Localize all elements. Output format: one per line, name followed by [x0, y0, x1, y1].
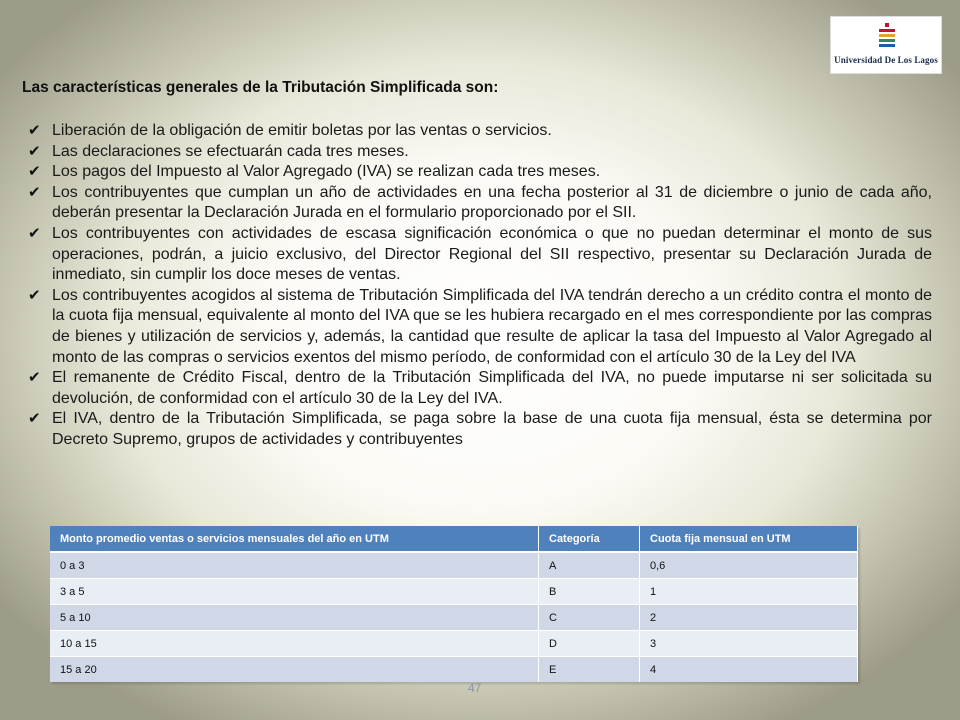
cell-amount: 3 a 5	[50, 579, 539, 605]
list-item-text: Los contribuyentes con actividades de escasa significación económica o que no puedan determinar el monto de sus operaciones, podrán, a juicio exclusivo, del Director Regional del SII respectivo, presentar su Declaración Jurada de inmediato, sin cumplir los doce meses de ventas.	[52, 224, 932, 284]
cell-amount: 0 a 3	[50, 552, 539, 579]
check-icon: ✔	[28, 410, 41, 428]
cell-amount: 15 a 20	[50, 657, 539, 683]
list-item	[28, 142, 932, 163]
cell-fee: 2	[640, 605, 858, 631]
header-amount: Monto promedio ventas o servicios mensuales del año en UTM	[50, 526, 539, 552]
cell-fee: 0,6	[640, 552, 858, 579]
table-row	[50, 631, 858, 657]
check-icon: ✔	[28, 122, 41, 139]
cell-category: E	[539, 657, 640, 683]
cell-amount: 5 a 10	[50, 605, 539, 631]
list-item-text: El remanente de Crédito Fiscal, dentro de la Tributación Simplificada del IVA, no puede imputarse ni ser solicitada su devolución, de conformidad con el artículo 30 de la Ley del IVA.	[52, 369, 932, 407]
cell-category: C	[539, 605, 640, 631]
list-item-text: Los contribuyentes acogidos al sistema de Tributación Simplificada del IVA tendrán derecho a un crédito contra el monto de la cuota fija mensual, equivalente al monto del IVA que se les hubiera recargado en el mes correspondiente por las compras de bienes y utilización de servicios y, además, la cantidad que resulte de aplicar la tasa del Impuesto al Valor Agregado al monto de las compras o servicios exentos del mismo período, de conformidad con el artículo 30 de la Ley del IVA	[52, 286, 932, 366]
list-item	[28, 183, 932, 224]
list-item-text: Los contribuyentes que cumplan un año de actividades en una fecha posterior al 31 de diciembre o junio de cada año, deberán presentar la Declaración Jurada en el formulario proporcionado por el SII.	[52, 183, 932, 222]
cell-category: A	[539, 552, 640, 579]
list-item	[28, 286, 932, 368]
table-row	[50, 579, 858, 605]
table-row	[50, 657, 858, 683]
list-item-text: El IVA, dentro de la Tributación Simplificada, se paga sobre la base de una cuota fija mensual, ésta se determina por Decreto Supremo, grupos de actividades y contribuyentes	[52, 410, 932, 448]
list-item-text: Las declaraciones se efectuarán cada tres meses.	[52, 142, 409, 160]
check-icon: ✔	[28, 286, 41, 304]
list-item	[28, 121, 932, 142]
table-row	[50, 552, 858, 579]
cell-amount: 10 a 15	[50, 631, 539, 657]
logo-stripes-icon	[877, 23, 897, 49]
check-icon: ✔	[28, 163, 41, 181]
bullet-list	[28, 121, 932, 451]
list-item	[28, 224, 932, 286]
university-logo	[830, 16, 942, 74]
cell-category: B	[539, 579, 640, 605]
list-item	[28, 368, 932, 409]
fee-table	[50, 526, 858, 682]
list-item	[28, 162, 932, 183]
cell-fee: 1	[640, 579, 858, 605]
cell-fee: 3	[640, 631, 858, 657]
logo-text: Universidad De Los Lagos	[834, 55, 938, 65]
cell-fee: 4	[640, 657, 858, 683]
list-item	[28, 409, 932, 450]
page-number: 47	[468, 681, 482, 695]
check-icon: ✔	[28, 142, 41, 160]
check-icon: ✔	[28, 369, 41, 387]
check-icon: ✔	[28, 183, 41, 201]
list-item-text: Los pagos del Impuesto al Valor Agregado (IVA) se realizan cada tres meses.	[52, 163, 601, 181]
list-item-text: Liberación de la obligación de emitir boletas por las ventas o servicios.	[52, 122, 552, 139]
cell-category: D	[539, 631, 640, 657]
check-icon: ✔	[28, 224, 41, 242]
header-category: Categoría	[539, 526, 640, 552]
header-fixed-fee: Cuota fija mensual en UTM	[640, 526, 858, 552]
table-row	[50, 605, 858, 631]
table-header-row	[50, 526, 858, 552]
section-heading: Las características generales de la Tributación Simplificada son:	[22, 79, 499, 96]
